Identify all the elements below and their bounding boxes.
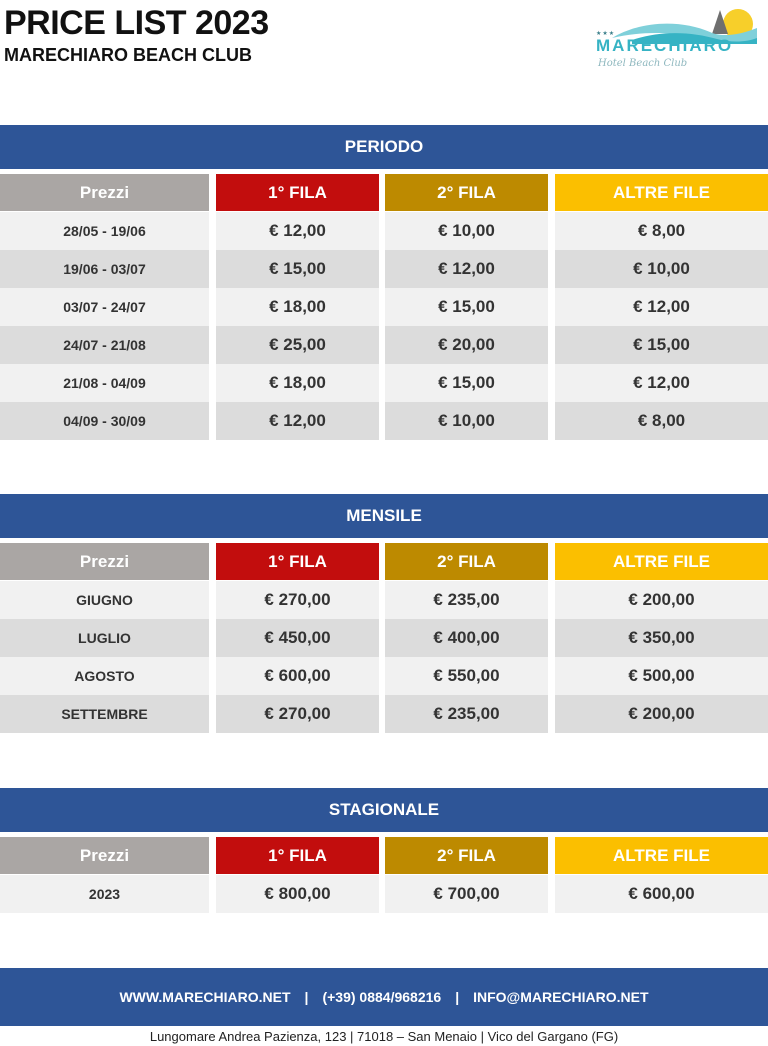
table-row [0,364,768,402]
price-cell: € 15,00 [385,364,548,402]
header-altre-file: ALTRE FILE [555,837,768,874]
phone-number[interactable]: (+39) 0884/968216 [322,989,442,1005]
price-cell: € 8,00 [555,402,768,440]
price-cell: € 10,00 [385,402,548,440]
price-cell: € 10,00 [555,250,768,288]
price-cell: € 450,00 [216,619,379,657]
header-prezzi: Prezzi [0,543,209,580]
logo-script: Hotel Beach Club [598,58,688,69]
row-label: SETTEMBRE [0,695,209,733]
header-fila-1: 1° FILA [216,543,379,580]
table-row [0,288,768,326]
header-fila-2: 2° FILA [385,837,548,874]
price-cell: € 550,00 [385,657,548,695]
footer-separator: | [304,989,309,1005]
price-cell: € 600,00 [216,657,379,695]
footer-separator: | [455,989,460,1005]
row-label: 19/06 - 03/07 [0,250,209,288]
price-cell: € 350,00 [555,619,768,657]
row-label: LUGLIO [0,619,209,657]
table-row [0,695,768,733]
address-line: Lungomare Andrea Pazienza, 123 | 71018 – San Menaio | Vico del Gargano (FG) [149,1029,619,1044]
header-fila-2: 2° FILA [385,174,548,211]
price-cell: € 10,00 [385,212,548,250]
row-label: 28/05 - 19/06 [0,212,209,250]
price-cell: € 235,00 [385,581,548,619]
price-cell: € 270,00 [216,695,379,733]
price-cell: € 12,00 [385,250,548,288]
price-table-stagionale [0,837,768,913]
header-altre-file: ALTRE FILE [555,543,768,580]
price-cell: € 20,00 [385,326,548,364]
header-fila-1: 1° FILA [216,837,379,874]
price-cell: € 270,00 [216,581,379,619]
email-link[interactable]: INFO@MARECHIARO.NET [473,989,649,1005]
page-subtitle: MARECHIARO BEACH CLUB [4,45,252,65]
website-link[interactable]: WWW.MARECHIARO.NET [119,989,291,1005]
price-cell: € 25,00 [216,326,379,364]
price-cell: € 18,00 [216,288,379,326]
table-row [0,619,768,657]
price-cell: € 12,00 [555,364,768,402]
header-prezzi: Prezzi [0,174,209,211]
logo-stars: ★★★ [596,31,616,37]
price-cell: € 700,00 [385,875,548,913]
table-row [0,250,768,288]
section-bar-periodo: PERIODO [0,125,768,169]
price-cell: € 18,00 [216,364,379,402]
table-header-row [0,543,768,581]
price-cell: € 235,00 [385,695,548,733]
section-bar-stagionale: STAGIONALE [0,788,768,832]
row-label: 21/08 - 04/09 [0,364,209,402]
row-label: 03/07 - 24/07 [0,288,209,326]
price-cell: € 600,00 [555,875,768,913]
header-fila-1: 1° FILA [216,174,379,211]
logo-name: MARECHIARO [596,36,734,55]
table-row [0,875,768,913]
row-label: 24/07 - 21/08 [0,326,209,364]
header-prezzi: Prezzi [0,837,209,874]
row-label: AGOSTO [0,657,209,695]
row-label: 2023 [0,875,209,913]
price-cell: € 15,00 [216,250,379,288]
price-cell: € 800,00 [216,875,379,913]
row-label: GIUGNO [0,581,209,619]
price-cell: € 200,00 [555,581,768,619]
price-table-mensile [0,543,768,733]
price-cell: € 15,00 [555,326,768,364]
price-cell: € 12,00 [216,402,379,440]
table-row [0,581,768,619]
header-altre-file: ALTRE FILE [555,174,768,211]
price-cell: € 8,00 [555,212,768,250]
table-header-row [0,837,768,875]
footer-bar [0,968,768,1026]
marechiaro-logo [592,6,762,76]
table-row [0,402,768,440]
price-cell: € 15,00 [385,288,548,326]
price-cell: € 400,00 [385,619,548,657]
price-cell: € 500,00 [555,657,768,695]
price-cell: € 12,00 [555,288,768,326]
section-bar-mensile: MENSILE [0,494,768,538]
table-row [0,212,768,250]
table-row [0,657,768,695]
table-row [0,326,768,364]
table-header-row [0,174,768,212]
price-cell: € 200,00 [555,695,768,733]
row-label: 04/09 - 30/09 [0,402,209,440]
header-fila-2: 2° FILA [385,543,548,580]
price-table-periodo [0,174,768,440]
page-title: PRICE LIST 2023 [4,4,269,42]
price-cell: € 12,00 [216,212,379,250]
